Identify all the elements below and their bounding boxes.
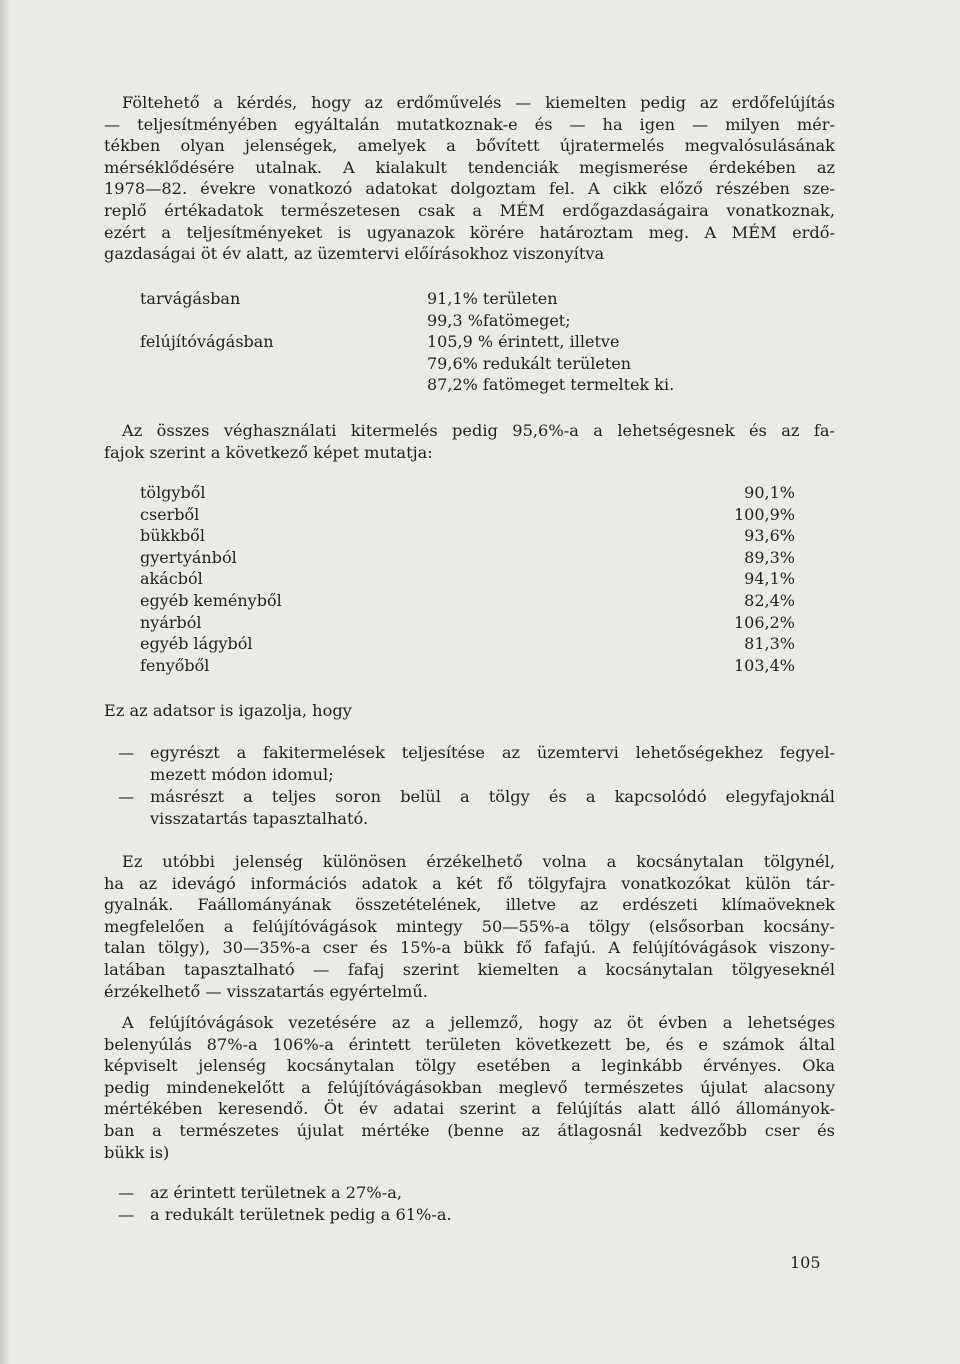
list-item (140, 482, 795, 504)
species-name: tölgyből (140, 483, 206, 502)
dash-marker: — (118, 743, 135, 762)
species-name: fenyőből (140, 655, 210, 675)
text-line: az érintett területnek a 27%-a, (150, 1183, 402, 1202)
bullet-item (104, 742, 835, 785)
species-name: akácból (140, 569, 203, 589)
species-value: 106,2% (733, 612, 795, 632)
text-line: pedig mindenekelőtt a felújítóvágásokban meglevő természetes újulat alacsony (104, 1077, 835, 1097)
text-line: ha az idevágó információs adatok a két fő tölgyfajra vonatkozókat külön tár- (104, 873, 835, 893)
dash-marker: — (118, 787, 135, 806)
species-name: egyéb lágyból (140, 634, 253, 654)
stat-row (140, 374, 700, 396)
text-line: Az összes véghasználati kitermelés pedig 95,6%-a a lehetségesnek és az fa- (122, 421, 835, 440)
body-paragraph (104, 851, 835, 1002)
species-name: bükkből (140, 526, 205, 546)
stat-value: 87,2% fatömeget termeltek ki. (427, 375, 675, 395)
species-value: 103,4% (733, 655, 795, 675)
text-line: Ez az adatsor is igazolja, hogy (104, 701, 352, 720)
text-line: talan tölgy), 30—35%-a cser és 15%-a bükk fő fafajú. A felújítóvágások viszony- (104, 938, 835, 958)
list-item (140, 504, 795, 526)
proves-paragraph (104, 700, 835, 722)
species-value: 100,9% (733, 504, 795, 524)
species-value: 94,1% (744, 569, 795, 589)
list-item (140, 568, 795, 590)
text-line: ezért a teljesítményeket is ugyanazok körére határoztam meg. A MÉM erdő- (104, 222, 835, 242)
text-line: gyalnák. Faállományának összetételének, illetve az erdészeti klímaöveknek (104, 895, 835, 915)
text-line: mérséklődésére utalnak. A kialakult tendenciák megismerése érdekében az (104, 157, 835, 177)
text-line: 1978—82. évekre vonatkozó adatokat dolgoztam fel. A cikk előző részében sze- (104, 179, 835, 199)
species-value: 93,6% (744, 526, 795, 546)
text-line: Ez utóbbi jelenség különösen érzékelhető volna a kocsánytalan tölgynél, (122, 852, 835, 871)
list-item (140, 633, 795, 655)
text-line: ban a természetes újulat mértéke (benne az átlagosnál kedvezőbb cser és (104, 1120, 835, 1140)
list-item (140, 547, 795, 569)
text-line: mezett módon idomul; (150, 764, 334, 784)
species-value: 81,3% (744, 634, 795, 654)
text-line: — teljesítményében egyáltalán mutatkoznak-e és — ha igen — milyen mér- (104, 114, 835, 134)
list-item (140, 655, 795, 677)
species-value: 90,1% (744, 483, 795, 502)
page-number: 105 (790, 1253, 821, 1272)
text-line: visszatartás tapasztalható. (150, 808, 369, 828)
species-list (140, 482, 795, 676)
text-line: belenyúlás 87%-a 106%-a érintett területen következett be, és e számok által (104, 1034, 835, 1054)
dash-marker: — (118, 1183, 135, 1202)
stat-value: 99,3 %fatömeget; (427, 310, 571, 330)
text-line: másrészt a teljes soron belül a tölgy és a kapcsolódó elegyfajoknál (150, 787, 835, 806)
dash-marker: — (118, 1205, 135, 1224)
text-line: bükk is) (104, 1142, 170, 1162)
stat-row (140, 288, 700, 310)
summary-paragraph (104, 420, 835, 463)
stat-value: 79,6% redukált területen (427, 353, 632, 373)
stat-row (140, 310, 700, 332)
text-line: megfelelően a felújítóvágások mintegy 50—55%-a tölgy (elsősorban kocsány- (104, 916, 835, 936)
text-line: a redukált területnek pedig a 61%-a. (150, 1205, 452, 1224)
body-paragraph (104, 1012, 835, 1163)
bullet-item (104, 1204, 835, 1226)
species-name: nyárból (140, 612, 202, 632)
stat-label: tarvágásban (140, 289, 241, 308)
text-line: érzékelhető — visszatartás egyértelmű. (104, 981, 428, 1001)
text-line: A felújítóvágások vezetésére az a jellemző, hogy az öt évben a lehetséges (122, 1013, 835, 1032)
stat-value: 105,9 % érintett, illetve (427, 332, 620, 352)
harvest-stats (140, 288, 700, 396)
species-name: egyéb keményből (140, 590, 282, 610)
text-line: gazdaságai öt év alatt, az üzemtervi előírásokhoz viszonyítva (104, 244, 605, 264)
stat-row (140, 331, 700, 353)
intro-paragraph (104, 92, 835, 265)
species-name: cserből (140, 504, 200, 524)
species-value: 89,3% (744, 547, 795, 567)
species-name: gyertyánból (140, 547, 237, 567)
stat-label: felújítóvágásban (140, 332, 274, 352)
list-item (140, 612, 795, 634)
text-line: tékben olyan jelenségek, amelyek a bővített újratermelés megvalósulásának (104, 136, 835, 156)
text-line: fajok szerint a következő képet mutatja: (104, 442, 433, 462)
text-line: Föltehető a kérdés, hogy az erdőművelés — kiemelten pedig az erdőfelújítás (122, 93, 835, 112)
list-item (140, 590, 795, 612)
text-line: replő értékadatok természetesen csak a MÉM erdőgazdaságaira vonatkoznak, (104, 200, 835, 220)
text-line: képviselt jelenség kocsánytalan tölgy esetében a leginkább érvényes. Oka (104, 1056, 835, 1076)
stat-row (140, 353, 700, 375)
text-line: egyrészt a fakitermelések teljesítése az üzemtervi lehetőségekhez fegyel- (150, 743, 835, 762)
species-value: 82,4% (744, 590, 795, 610)
stat-value: 91,1% területen (427, 289, 558, 308)
text-line: latában tapasztalható — fafaj szerint kiemelten a kocsánytalan tölgyeseknél (104, 959, 835, 979)
list-item (140, 525, 795, 547)
bullet-item (104, 786, 835, 829)
text-line: mértékében keresendő. Öt év adatai szerint a felújítás alatt álló állományok- (104, 1099, 835, 1119)
bullet-item (104, 1182, 835, 1204)
